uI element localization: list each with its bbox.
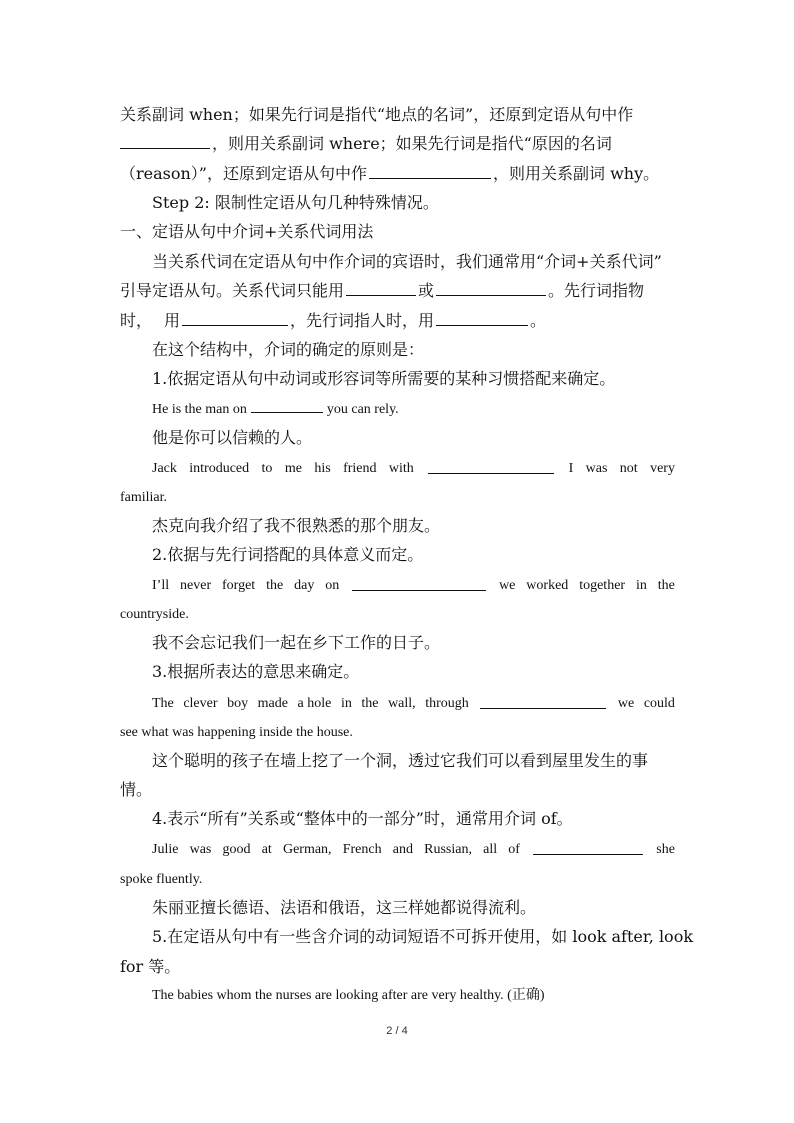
rule-5-line2: for 等。 — [120, 957, 181, 976]
blank[interactable] — [346, 295, 416, 296]
example-6-en: The babies whom the nurses are looking after are very healthy. (正确) — [152, 988, 545, 1003]
rule-5-line1: 5.在定语从句中有一些含介词的动词短语不可拆开使用，如 look after, look — [152, 927, 694, 946]
blank[interactable] — [533, 854, 643, 855]
example-1-en: He is the man on you can rely. — [152, 402, 399, 417]
blank[interactable] — [251, 412, 323, 413]
blank[interactable] — [480, 708, 606, 709]
section1-heading: 一、定语从句中介词+关系代词用法 — [120, 222, 374, 241]
example-4-en: The clever boy made a hole in the wall, through we could — [152, 696, 675, 711]
para2-line1: 当关系代词在定语从句中作介词的宾语时，我们通常用“介词+关系代词” — [152, 252, 662, 271]
example-4-zh-line1: 这个聪明的孩子在墙上挖了一个洞，透过它我们可以看到屋里发生的事 — [152, 751, 649, 770]
rule-1: 1.依据定语从句中动词或形容词等所需要的某种习惯搭配来确定。 — [152, 369, 616, 388]
step2-heading: Step 2: 限制性定语从句几种特殊情况。 — [152, 193, 439, 212]
para2-line2: 引导定语从句。关系代词只能用 或 。先行词指物 — [120, 281, 645, 300]
example-4-en-cont: see what was happening inside the house. — [120, 725, 353, 740]
example-2-zh: 杰克向我介绍了我不很熟悉的那个朋友。 — [152, 516, 441, 535]
rule-2: 2.依据与先行词搭配的具体意义而定。 — [152, 545, 424, 564]
example-4-zh-line2: 情。 — [120, 780, 153, 799]
example-2-en-cont: familiar. — [120, 490, 168, 505]
example-3-en-cont: countryside. — [120, 607, 189, 622]
example-3-zh: 我不会忘记我们一起在乡下工作的日子。 — [152, 633, 441, 652]
example-5-en-cont: spoke fluently. — [120, 872, 203, 887]
para2-line3: 时， 用 ，先行词指人时，用 。 — [120, 311, 547, 330]
para1-line1: 关系副词 when；如果先行词是指代“地点的名词”，还原到定语从句中作 — [120, 105, 634, 124]
blank[interactable] — [182, 325, 288, 326]
blank[interactable] — [369, 178, 491, 179]
rule-4: 4.表示“所有”关系或“整体中的一部分”时，通常用介词 of。 — [152, 809, 573, 828]
para1-line3: （reason）”，还原到定语从句中作 ，则用关系副词 why。 — [120, 164, 660, 183]
rule-3: 3.根据所表达的意思来确定。 — [152, 662, 360, 681]
principle-line: 在这个结构中，介词的确定的原则是： — [152, 340, 425, 359]
example-3-en: I’ll never forget the day on we worked together in the — [152, 578, 675, 593]
example-5-en: Julie was good at German, French and Russian, all of she — [152, 842, 675, 857]
blank[interactable] — [120, 148, 210, 149]
para1-line2: ，则用关系副词 where；如果先行词是指代“原因的名词 — [120, 136, 675, 152]
blank[interactable] — [436, 295, 546, 296]
example-1-zh: 他是你可以信赖的人。 — [152, 428, 313, 447]
blank[interactable] — [352, 590, 486, 591]
page-number: 2 / 4 — [386, 1025, 408, 1037]
example-5-zh: 朱丽亚擅长德语、法语和俄语，这三样她都说得流利。 — [152, 898, 537, 917]
example-2-en: Jack introduced to me his friend with I was not very — [152, 461, 675, 476]
blank[interactable] — [428, 473, 554, 474]
blank[interactable] — [436, 325, 528, 326]
